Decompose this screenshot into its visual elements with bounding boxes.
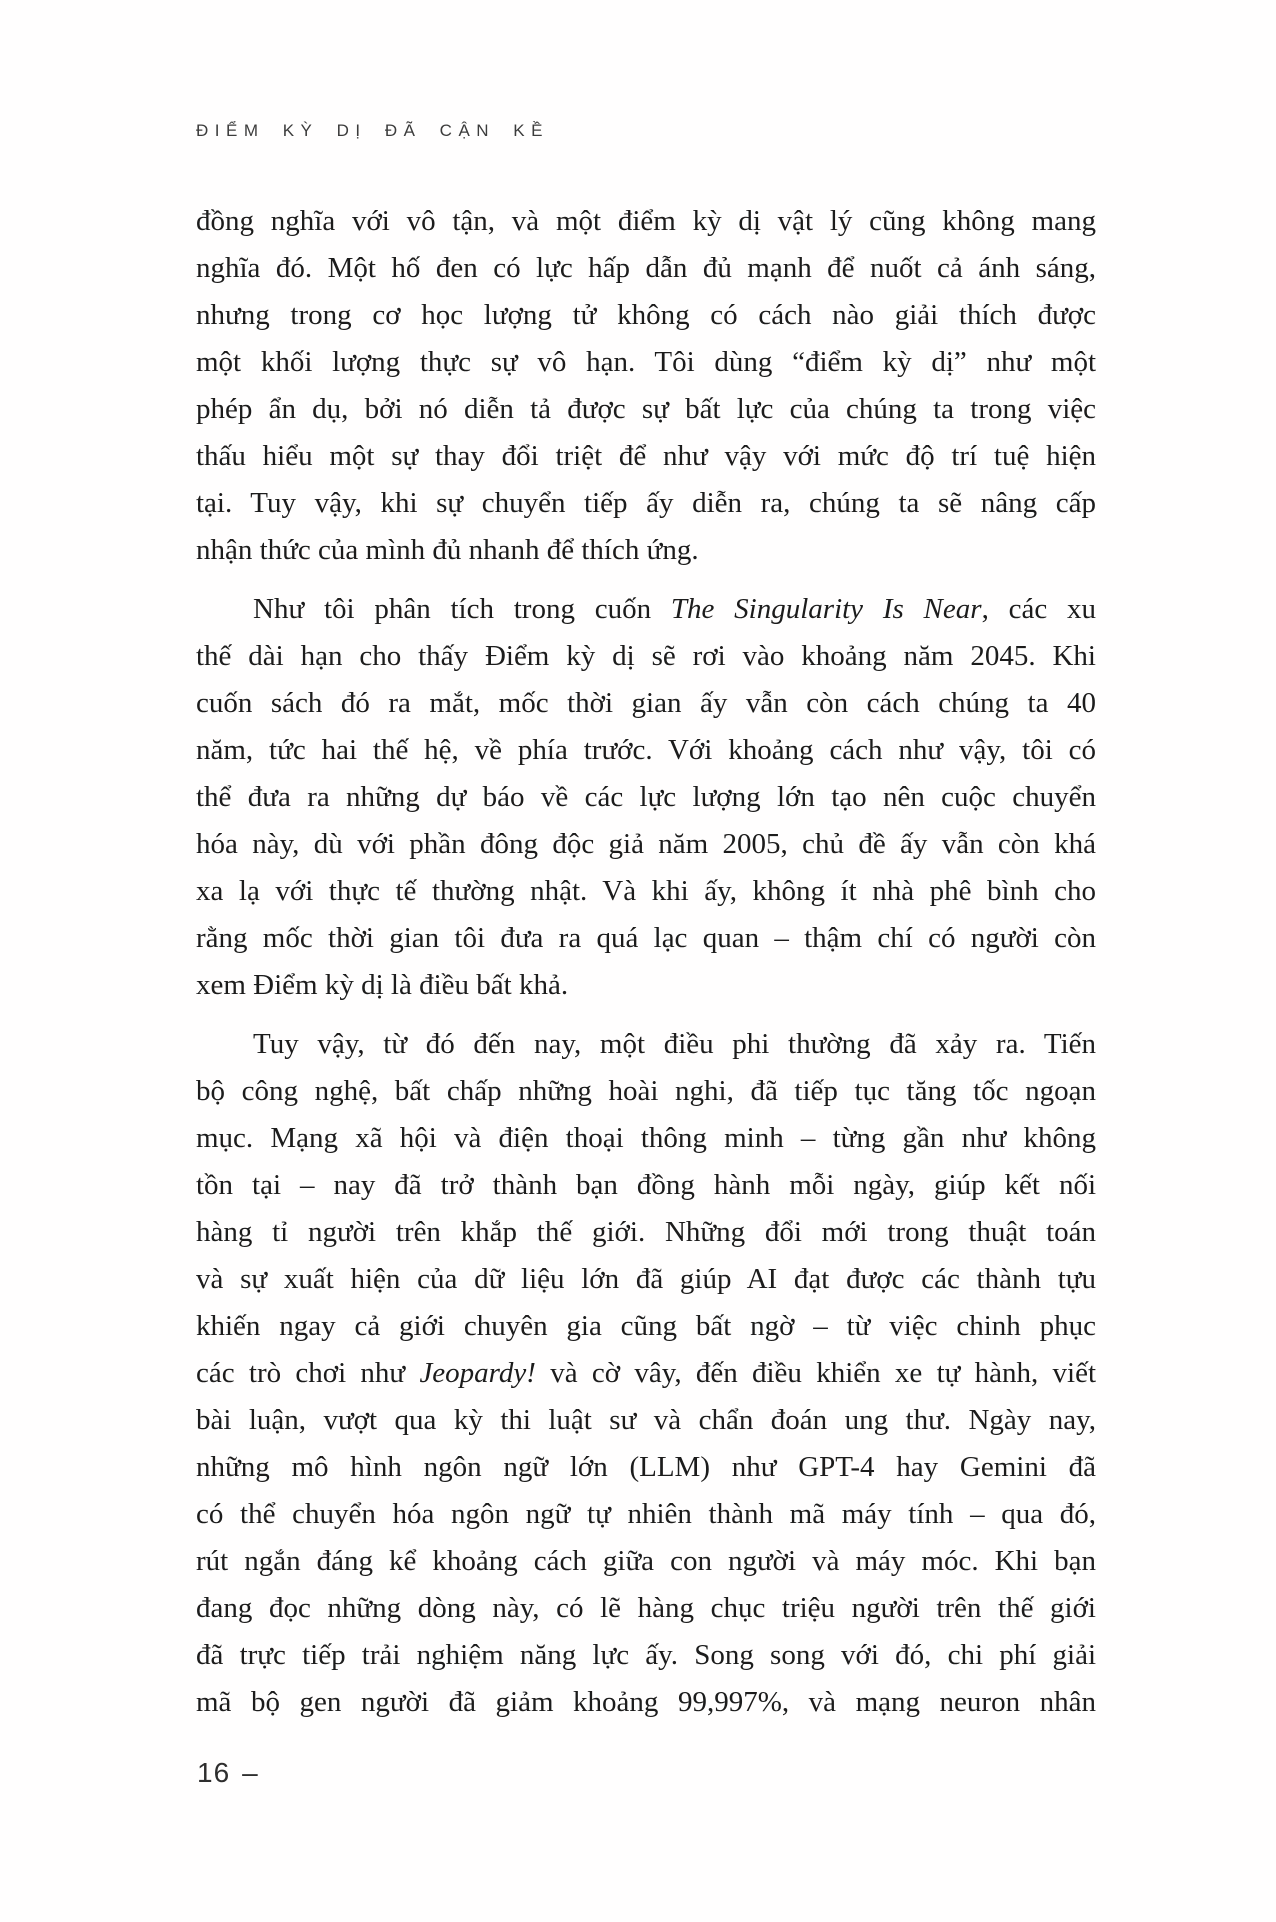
text-line bbox=[196, 339, 1096, 386]
text-segment: tồn tại – nay đã trở thành bạn đồng hành mỗi ngày, giúp kết nối bbox=[196, 1169, 1096, 1201]
text-segment: tại. Tuy vậy, khi sự chuyển tiếp ấy diễn ra, chúng ta sẽ nâng cấp bbox=[196, 487, 1096, 519]
text-line bbox=[196, 1444, 1096, 1491]
text-segment: và sự xuất hiện của dữ liệu lớn đã giúp AI đạt được các thành tựu bbox=[196, 1263, 1096, 1295]
paragraph-3 bbox=[196, 1021, 1096, 1726]
text-line bbox=[196, 386, 1096, 433]
page-number: 16 bbox=[197, 1757, 231, 1788]
text-line bbox=[196, 680, 1096, 727]
text-segment: có thể chuyển hóa ngôn ngữ tự nhiên thành mã máy tính – qua đó, bbox=[196, 1498, 1096, 1530]
text-segment: bộ công nghệ, bất chấp những hoài nghi, đã tiếp tục tăng tốc ngoạn bbox=[196, 1075, 1096, 1107]
text-segment: đồng nghĩa với vô tận, và một điểm kỳ dị vật lý cũng không mang bbox=[196, 205, 1096, 237]
text-line bbox=[196, 1585, 1096, 1632]
text-line bbox=[196, 727, 1096, 774]
text-line bbox=[196, 1162, 1096, 1209]
text-line bbox=[196, 292, 1096, 339]
text-segment: , các xu bbox=[981, 593, 1096, 625]
text-segment: Tuy vậy, từ đó đến nay, một điều phi thường đã xảy ra. Tiến bbox=[253, 1028, 1096, 1060]
text-segment: năm, tức hai thế hệ, về phía trước. Với khoảng cách như vậy, tôi có bbox=[196, 734, 1096, 766]
text-segment: rút ngắn đáng kể khoảng cách giữa con người và máy móc. Khi bạn bbox=[196, 1545, 1096, 1577]
text-line bbox=[196, 774, 1096, 821]
text-segment: bài luận, vượt qua kỳ thi luật sư và chẩn đoán ung thư. Ngày nay, bbox=[196, 1404, 1096, 1436]
text-line bbox=[196, 1632, 1096, 1679]
text-segment: đã trực tiếp trải nghiệm năng lực ấy. Song song với đó, chi phí giải bbox=[196, 1639, 1096, 1671]
text-segment: thế dài hạn cho thấy Điểm kỳ dị sẽ rơi vào khoảng năm 2045. Khi bbox=[196, 640, 1096, 672]
text-line bbox=[196, 915, 1096, 962]
text-line bbox=[196, 1303, 1096, 1350]
text-segment: Như tôi phân tích trong cuốn bbox=[253, 593, 671, 625]
paragraph-1 bbox=[196, 198, 1096, 574]
text-segment: rằng mốc thời gian tôi đưa ra quá lạc quan – thậm chí có người còn bbox=[196, 922, 1096, 954]
text-line bbox=[196, 245, 1096, 292]
text-line bbox=[196, 1397, 1096, 1444]
text-line bbox=[196, 1021, 1096, 1068]
text-line bbox=[196, 480, 1096, 527]
text-line bbox=[196, 198, 1096, 245]
running-header: ĐIỂM KỲ DỊ ĐÃ CẬN KỀ bbox=[196, 121, 549, 140]
text-segment: các trò chơi như bbox=[196, 1357, 420, 1389]
paragraph-2 bbox=[196, 586, 1096, 1009]
footer-dash: – bbox=[242, 1757, 259, 1788]
text-line bbox=[196, 868, 1096, 915]
text-segment: nhận thức của mình đủ nhanh để thích ứng. bbox=[196, 534, 699, 566]
text-segment: thể đưa ra những dự báo về các lực lượng lớn tạo nên cuộc chuyển bbox=[196, 781, 1096, 813]
text-line bbox=[196, 1350, 1096, 1397]
text-line bbox=[196, 1068, 1096, 1115]
text-segment: và cờ vây, đến điều khiển xe tự hành, viết bbox=[535, 1357, 1097, 1389]
text-line bbox=[196, 633, 1096, 680]
text-line bbox=[196, 1679, 1096, 1726]
text-line bbox=[196, 1115, 1096, 1162]
text-segment: khiến ngay cả giới chuyên gia cũng bất ngờ – từ việc chinh phục bbox=[196, 1310, 1096, 1342]
text-line bbox=[196, 1538, 1096, 1585]
text-segment: xa lạ với thực tế thường nhật. Và khi ấy, không ít nhà phê bình cho bbox=[196, 875, 1096, 907]
italic-title-text: The Singularity Is Near bbox=[670, 593, 982, 625]
text-line bbox=[196, 821, 1096, 868]
text-segment: mã bộ gen người đã giảm khoảng 99,997%, và mạng neuron nhân bbox=[196, 1686, 1096, 1718]
text-line bbox=[196, 962, 1096, 1009]
text-segment: hàng tỉ người trên khắp thế giới. Những đổi mới trong thuật toán bbox=[196, 1216, 1096, 1248]
text-line bbox=[196, 1491, 1096, 1538]
text-segment: xem Điểm kỳ dị là điều bất khả. bbox=[196, 969, 569, 1001]
italic-title-text: Jeopardy! bbox=[419, 1357, 536, 1389]
text-segment: đang đọc những dòng này, có lẽ hàng chục triệu người trên thế giới bbox=[196, 1592, 1096, 1624]
text-line bbox=[196, 586, 1096, 633]
text-segment: nghĩa đó. Một hố đen có lực hấp dẫn đủ mạnh để nuốt cả ánh sáng, bbox=[196, 252, 1096, 284]
text-segment: một khối lượng thực sự vô hạn. Tôi dùng “điểm kỳ dị” như một bbox=[196, 346, 1096, 378]
text-segment: nhưng trong cơ học lượng tử không có cách nào giải thích được bbox=[196, 299, 1096, 331]
text-segment: cuốn sách đó ra mắt, mốc thời gian ấy vẫn còn cách chúng ta 40 bbox=[196, 687, 1096, 719]
text-segment: mục. Mạng xã hội và điện thoại thông minh – từng gần như không bbox=[196, 1122, 1096, 1154]
page-body bbox=[196, 198, 1096, 1726]
page-footer bbox=[197, 1757, 259, 1789]
text-segment: phép ẩn dụ, bởi nó diễn tả được sự bất lực của chúng ta trong việc bbox=[196, 393, 1096, 425]
text-line bbox=[196, 1256, 1096, 1303]
text-segment: thấu hiểu một sự thay đổi triệt để như vậy với mức độ trí tuệ hiện bbox=[196, 440, 1096, 472]
text-segment: hóa này, dù với phần đông độc giả năm 2005, chủ đề ấy vẫn còn khá bbox=[196, 828, 1096, 860]
text-segment: những mô hình ngôn ngữ lớn (LLM) như GPT-4 hay Gemini đã bbox=[196, 1451, 1096, 1483]
text-line bbox=[196, 1209, 1096, 1256]
text-line bbox=[196, 527, 1096, 574]
text-line bbox=[196, 433, 1096, 480]
